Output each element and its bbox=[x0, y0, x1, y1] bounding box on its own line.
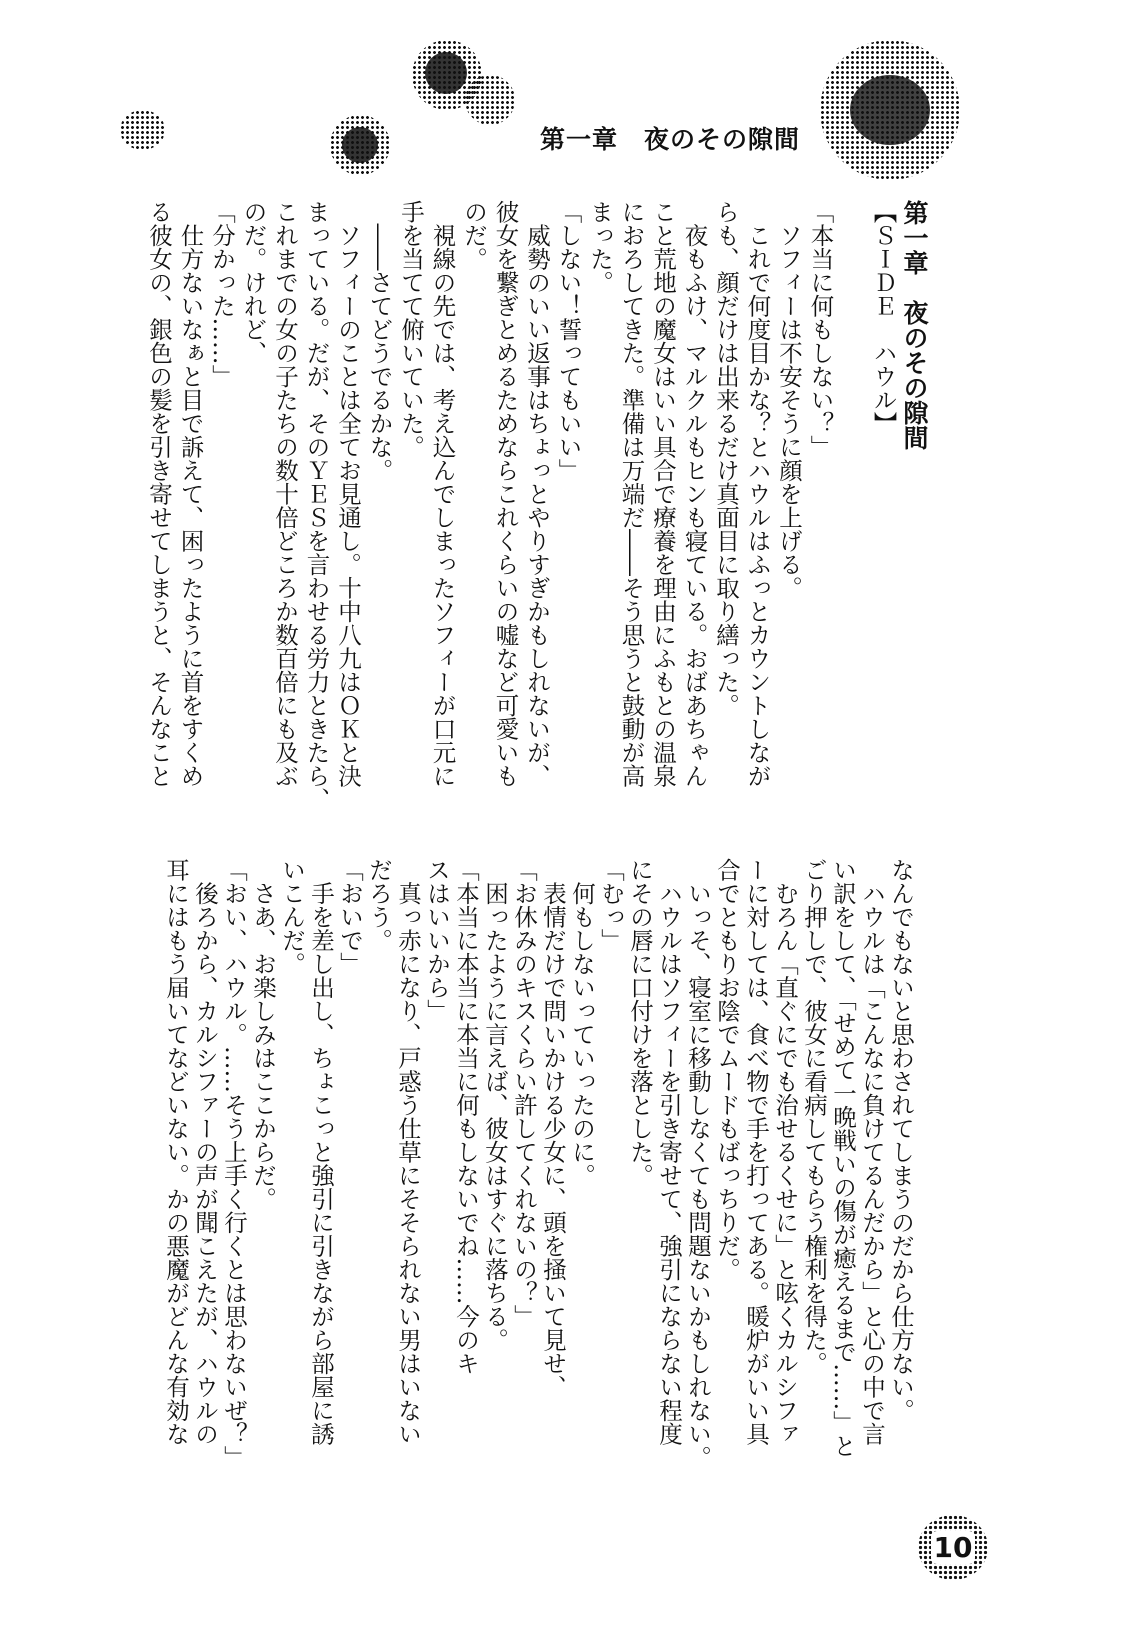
text-line: いっそ、寝室に移動しなくても問題ないかもしれない。 bbox=[684, 858, 712, 1469]
text-line bbox=[836, 200, 868, 780]
text-line: い訳をして、「せめて一晩戦いの傷が癒えるまで……」と bbox=[829, 858, 857, 1458]
text-line: る彼女の、銀色の髪を引き寄せてしまうと、そんなこと bbox=[145, 200, 173, 788]
text-line: 耳にはもう届いてなどいない。かの悪魔がどんな有効な bbox=[162, 858, 190, 1446]
text-line: 後ろから、カルシファーの声が聞こえたが、ハウルの bbox=[191, 858, 219, 1446]
text-line: 「分かった……」 bbox=[208, 200, 236, 388]
text-line: むろん「直ぐにでも治せるくせに」と呟くカルシファ bbox=[771, 858, 799, 1446]
text-line: 威勢のいい返事はちょっとやりすぎかもしれないが、 bbox=[523, 200, 551, 788]
text-line: 視線の先では、考え込んでしまったソフィーが口元に bbox=[428, 200, 457, 788]
text-line: 夜もふけ、マルクルもヒンも寝ている。おばあちゃん bbox=[680, 200, 709, 788]
text-line: 「本当に本当に本当に何もしないでね……今のキ bbox=[452, 858, 480, 1375]
text-line: 「おい、ハウル。……そう上手く行くとは思わないぜ？」 bbox=[220, 858, 248, 1469]
text-line: 「本当に何もしない？」 bbox=[806, 200, 835, 459]
lower-text-block bbox=[155, 858, 915, 1469]
text-line: 「むっ」 bbox=[597, 858, 625, 952]
leaf-emblem bbox=[850, 75, 930, 145]
text-line: こと荒地の魔女はいい具合で療養を理由にふもとの温泉 bbox=[649, 200, 677, 788]
text-line: ハウルは「こんなに負けてるんだから」と心の中で言 bbox=[858, 858, 886, 1446]
text-line: ――さてどうでるかな。 bbox=[365, 200, 394, 482]
text-line: 「お休みのキスくらい許してくれないの？」 bbox=[510, 858, 538, 1328]
text-line: 「しない！誓ってもいい」 bbox=[554, 200, 583, 482]
text-line: ソフィーは不安そうに顔を上げる。 bbox=[775, 200, 803, 600]
text-line: これで何度目かな？とハウルはふっとカウントしなが bbox=[743, 200, 772, 788]
text-line: 手を当てて俯いていた。 bbox=[397, 200, 425, 459]
text-line: 表情だけで問いかける少女に、頭を掻いて見せ、 bbox=[539, 858, 567, 1399]
section-label: 【ＳＩＤＥ ハウル】 bbox=[869, 200, 898, 435]
running-head: 第一章 夜のその隙間 bbox=[540, 125, 801, 154]
text-line: 合でともりお陰でムードもばっちりだ。 bbox=[713, 858, 741, 1281]
text-line: のだ。 bbox=[460, 200, 488, 271]
halftone-ornament bbox=[342, 127, 378, 163]
text-line: さあ、お楽しみはここからだ。 bbox=[249, 858, 277, 1211]
text-line: 彼女を繋ぎとめるためならこれくらいの嘘など可愛いも bbox=[491, 200, 520, 788]
text-line: 手を差し出し、ちょこっと強引に引きながら部屋に誘 bbox=[307, 858, 335, 1446]
text-line: なんでもないと思わされてしまうのだから仕方ない。 bbox=[887, 858, 915, 1422]
chapter-title: 第一章 夜のその隙間 bbox=[900, 200, 929, 450]
halftone-ornament bbox=[425, 52, 467, 94]
text-line: 仕方ないなぁと目で訴えて、困ったように首をすくめ bbox=[176, 200, 205, 788]
page-number-badge bbox=[918, 1515, 988, 1580]
text-line: らも、顔だけは出来るだけ真面目に取り繕った。 bbox=[712, 200, 740, 717]
text-line: ごり押しで、彼女に看病してもらう権利を得た。 bbox=[800, 858, 828, 1375]
text-line: 真っ赤になり、戸惑う仕草にそそられない男はいない bbox=[394, 858, 422, 1446]
halftone-ornament bbox=[120, 110, 165, 150]
text-line: だろう。 bbox=[365, 858, 393, 952]
text-line: のだ。けれど、 bbox=[239, 200, 268, 365]
text-line: いこんだ。 bbox=[278, 858, 306, 976]
text-line: ーに対しては、食べ物で手を打ってある。暖炉がいい具 bbox=[742, 858, 770, 1446]
text-line: スはいいから」 bbox=[423, 858, 451, 1023]
text-line: 困ったように言えば、彼女はすぐに落ちる。 bbox=[481, 858, 509, 1352]
text-line: にその唇に口付けを落とした。 bbox=[626, 858, 654, 1187]
text-line: ハウルはソフィーを引き寄せて、強引にならない程度 bbox=[655, 858, 683, 1446]
text-line: まった。 bbox=[586, 200, 614, 294]
text-line: これまでの女の子たちの数十倍どころか数百倍にも及ぶ bbox=[271, 200, 299, 788]
text-line: 「おいで」 bbox=[336, 858, 364, 976]
text-line: 何もしないっていったのに。 bbox=[568, 858, 596, 1187]
text-line: まっている。だが、そのＹＥＳを言わせる労力ときたら、 bbox=[302, 200, 331, 811]
upper-text-block bbox=[145, 200, 930, 811]
halftone-ornament bbox=[465, 75, 515, 125]
text-line: におろしてきた。準備は万端だ――そう思うと鼓動が高 bbox=[617, 200, 646, 788]
text-line: ソフィーのことは全てお見通し。十中八九はＯＫと決 bbox=[334, 200, 362, 788]
page-number: 10 bbox=[931, 1531, 976, 1564]
